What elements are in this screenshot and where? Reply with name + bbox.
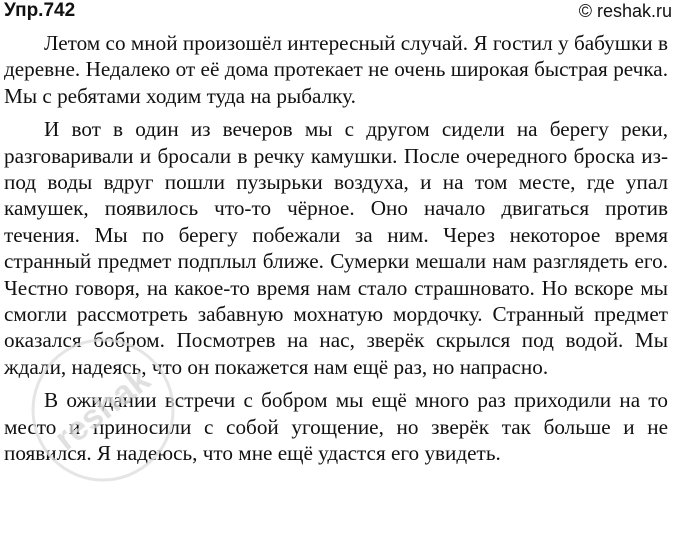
paragraph-2: И вот в один из вечеров мы с другом сидели на берегу реки, разговаривали и бросали в речку камушки. После очередного броска из-под воды вдруг пошли пузырьки воздуха, и на том месте, где упал камушек, появилось что-то чёрное. Оно начало двигаться против течения. Мы по берегу побежали за ним. Через некоторое время странный предмет подплыл ближе. Сумерки мешали нам разглядеть его. Честно говоря, на какое-то время нам стало страшновато. Но вскоре мы смогли рассмотреть забавную мохнатую мордочку. Странный предмет оказался бобром. Посмотрев на нас, зверёк скрылся под водой. Мы ждали, надеясь, что он покажется нам ещё раз, но напрасно. [4, 117, 668, 379]
svg-text:reshak: reshak [47, 360, 158, 458]
paragraph-3: В ожидании встречи с бобром мы ещё много раз приходили на то место и приносили с собой угощение, но зверёк так больше и не появился. Я надеюсь, что мне ещё удастся его увидеть. [4, 388, 668, 466]
site-copyright: © reshak.ru [578, 1, 672, 21]
paragraph-1: Летом со мной произошёл интересный случай. Я гостил у бабушки в деревне. Недалеко от её дома протекает не очень широкая быстрая речка. Мы с ребятами ходим туда на рыбалку. [4, 31, 668, 108]
page-header [0, 0, 676, 26]
exercise-title: Упр.742 [4, 0, 76, 21]
exercise-text [4, 30, 668, 474]
